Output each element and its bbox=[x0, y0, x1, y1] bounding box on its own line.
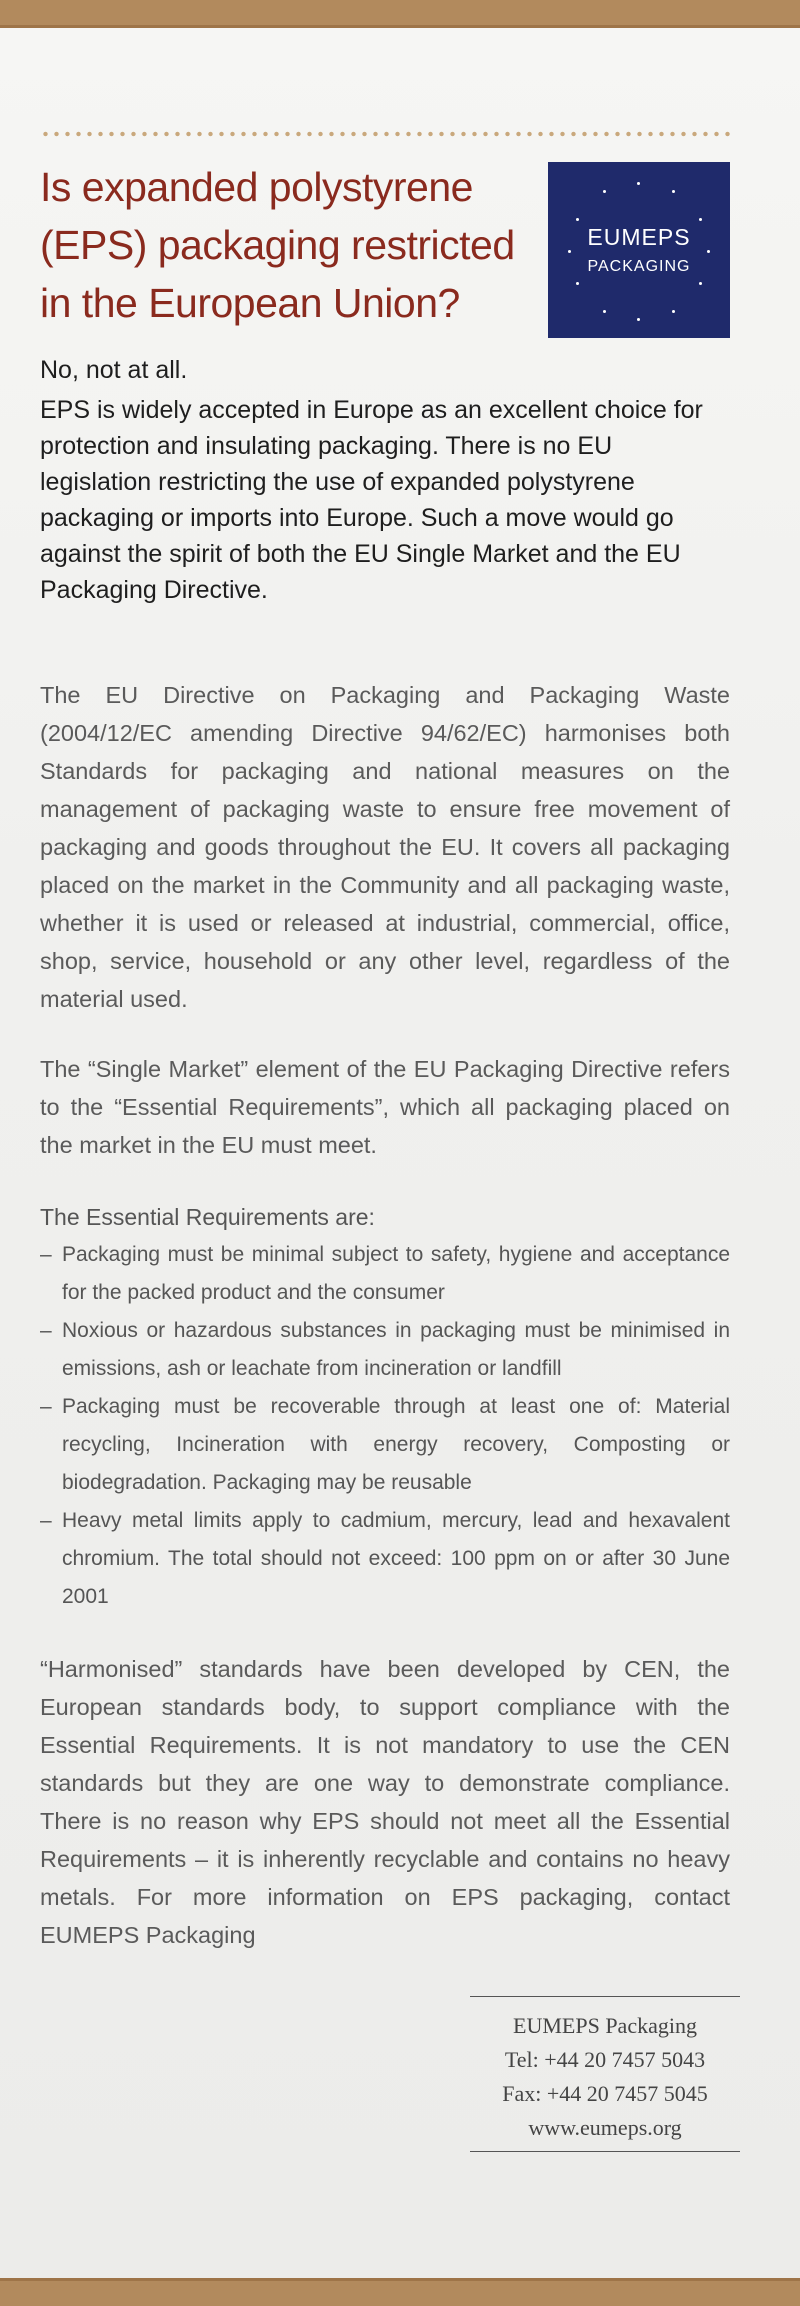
requirement-text: Heavy metal limits apply to cadmium, mercury, lead and hexavalent chromium. The total should not exceed: 100 ppm on or after 30 June 2001 bbox=[62, 1509, 730, 1608]
dash-bullet: – bbox=[40, 1319, 52, 1342]
page-title bbox=[40, 158, 540, 332]
logo-star-dot bbox=[699, 282, 702, 285]
title-line-2: (EPS) packaging restricted bbox=[40, 222, 515, 268]
dash-bullet: – bbox=[40, 1395, 52, 1418]
logo-star-dot bbox=[603, 190, 606, 193]
intro-answer: No, not at all. bbox=[40, 356, 188, 384]
logo-subtitle: PACKAGING bbox=[587, 258, 691, 275]
list-item bbox=[40, 1236, 730, 1312]
logo-star-dot bbox=[603, 310, 606, 313]
title-line-3: in the European Union? bbox=[40, 280, 460, 326]
contact-website[interactable]: www.eumeps.org bbox=[528, 2115, 682, 2140]
dash-bullet: – bbox=[40, 1509, 52, 1532]
logo-star-dot bbox=[672, 310, 675, 313]
logo-star-dot bbox=[699, 218, 702, 221]
requirement-text: Packaging must be recoverable through at least one of: Material recycling, Incineration with energy recovery, Composting or biodegradation. Packaging may be reusable bbox=[62, 1395, 730, 1494]
logo-star-dot bbox=[637, 318, 640, 321]
logo-star-dot bbox=[576, 282, 579, 285]
top-border-band bbox=[0, 0, 800, 28]
directive-paragraph: The EU Directive on Packaging and Packaging Waste (2004/12/EC amending Directive 94/62/EC) harmonises both Standards for packaging and national measures on the management of packaging waste to ensure free movement of packaging and goods throughout the EU. It covers all packaging placed on the market in the Community and all packaging waste, whether it is used or released at industrial, commercial, office, shop, service, household or any other level, regardless of the material used. bbox=[40, 682, 730, 1012]
dash-bullet: – bbox=[40, 1243, 52, 1266]
contact-tel: Tel: +44 20 7457 5043 bbox=[504, 2047, 706, 2072]
intro-block bbox=[40, 352, 730, 612]
requirement-text: Packaging must be minimal subject to safety, hygiene and acceptance for the packed product and the consumer bbox=[62, 1243, 730, 1304]
intro-statement: EPS is widely accepted in Europe as an excellent choice for protection and insulating packaging. There is no EU legislation restricting the use of expanded polystyrene packaging or imports into Europe. Such a move would go against the spirit of both the EU Single Market and the EU Packaging Directive. bbox=[40, 396, 703, 604]
requirements-title: The Essential Requirements are: bbox=[40, 1204, 375, 1230]
essential-requirements bbox=[40, 1198, 730, 1616]
requirement-text: Noxious or hazardous substances in packaging must be minimised in emissions, ash or leachate from incineration or landfill bbox=[62, 1319, 730, 1380]
bottom-border-band bbox=[0, 2278, 800, 2306]
logo-star-dot bbox=[637, 182, 640, 185]
harmonised-paragraph: “Harmonised” standards have been developed by CEN, the European standards body, to support compliance with the Essential Requirements. It is not mandatory to use the CEN standards but they are one way to demonstrate compliance. There is no reason why EPS should not meet all the Essential Requirements – it is inherently recyclable and contains no heavy metals. For more information on EPS packaging, contact EUMEPS Packaging bbox=[40, 1656, 730, 1948]
list-item bbox=[40, 1388, 730, 1502]
contact-org: EUMEPS Packaging bbox=[513, 2013, 697, 2038]
dotted-divider bbox=[40, 131, 730, 137]
requirements-list bbox=[40, 1236, 730, 1616]
single-market-paragraph: The “Single Market” element of the EU Packaging Directive refers to the “Essential Requirements”, which all packaging placed on the market in the EU must meet. bbox=[40, 1056, 730, 1158]
list-item bbox=[40, 1312, 730, 1388]
eumeps-logo bbox=[548, 162, 730, 338]
contact-fax: Fax: +44 20 7457 5045 bbox=[502, 2081, 708, 2106]
logo-star-dot bbox=[576, 218, 579, 221]
logo-name: EUMEPS bbox=[587, 224, 691, 250]
contact-block bbox=[470, 1996, 740, 2152]
logo-star-dot bbox=[672, 190, 675, 193]
title-line-1: Is expanded polystyrene bbox=[40, 164, 473, 210]
list-item bbox=[40, 1502, 730, 1616]
